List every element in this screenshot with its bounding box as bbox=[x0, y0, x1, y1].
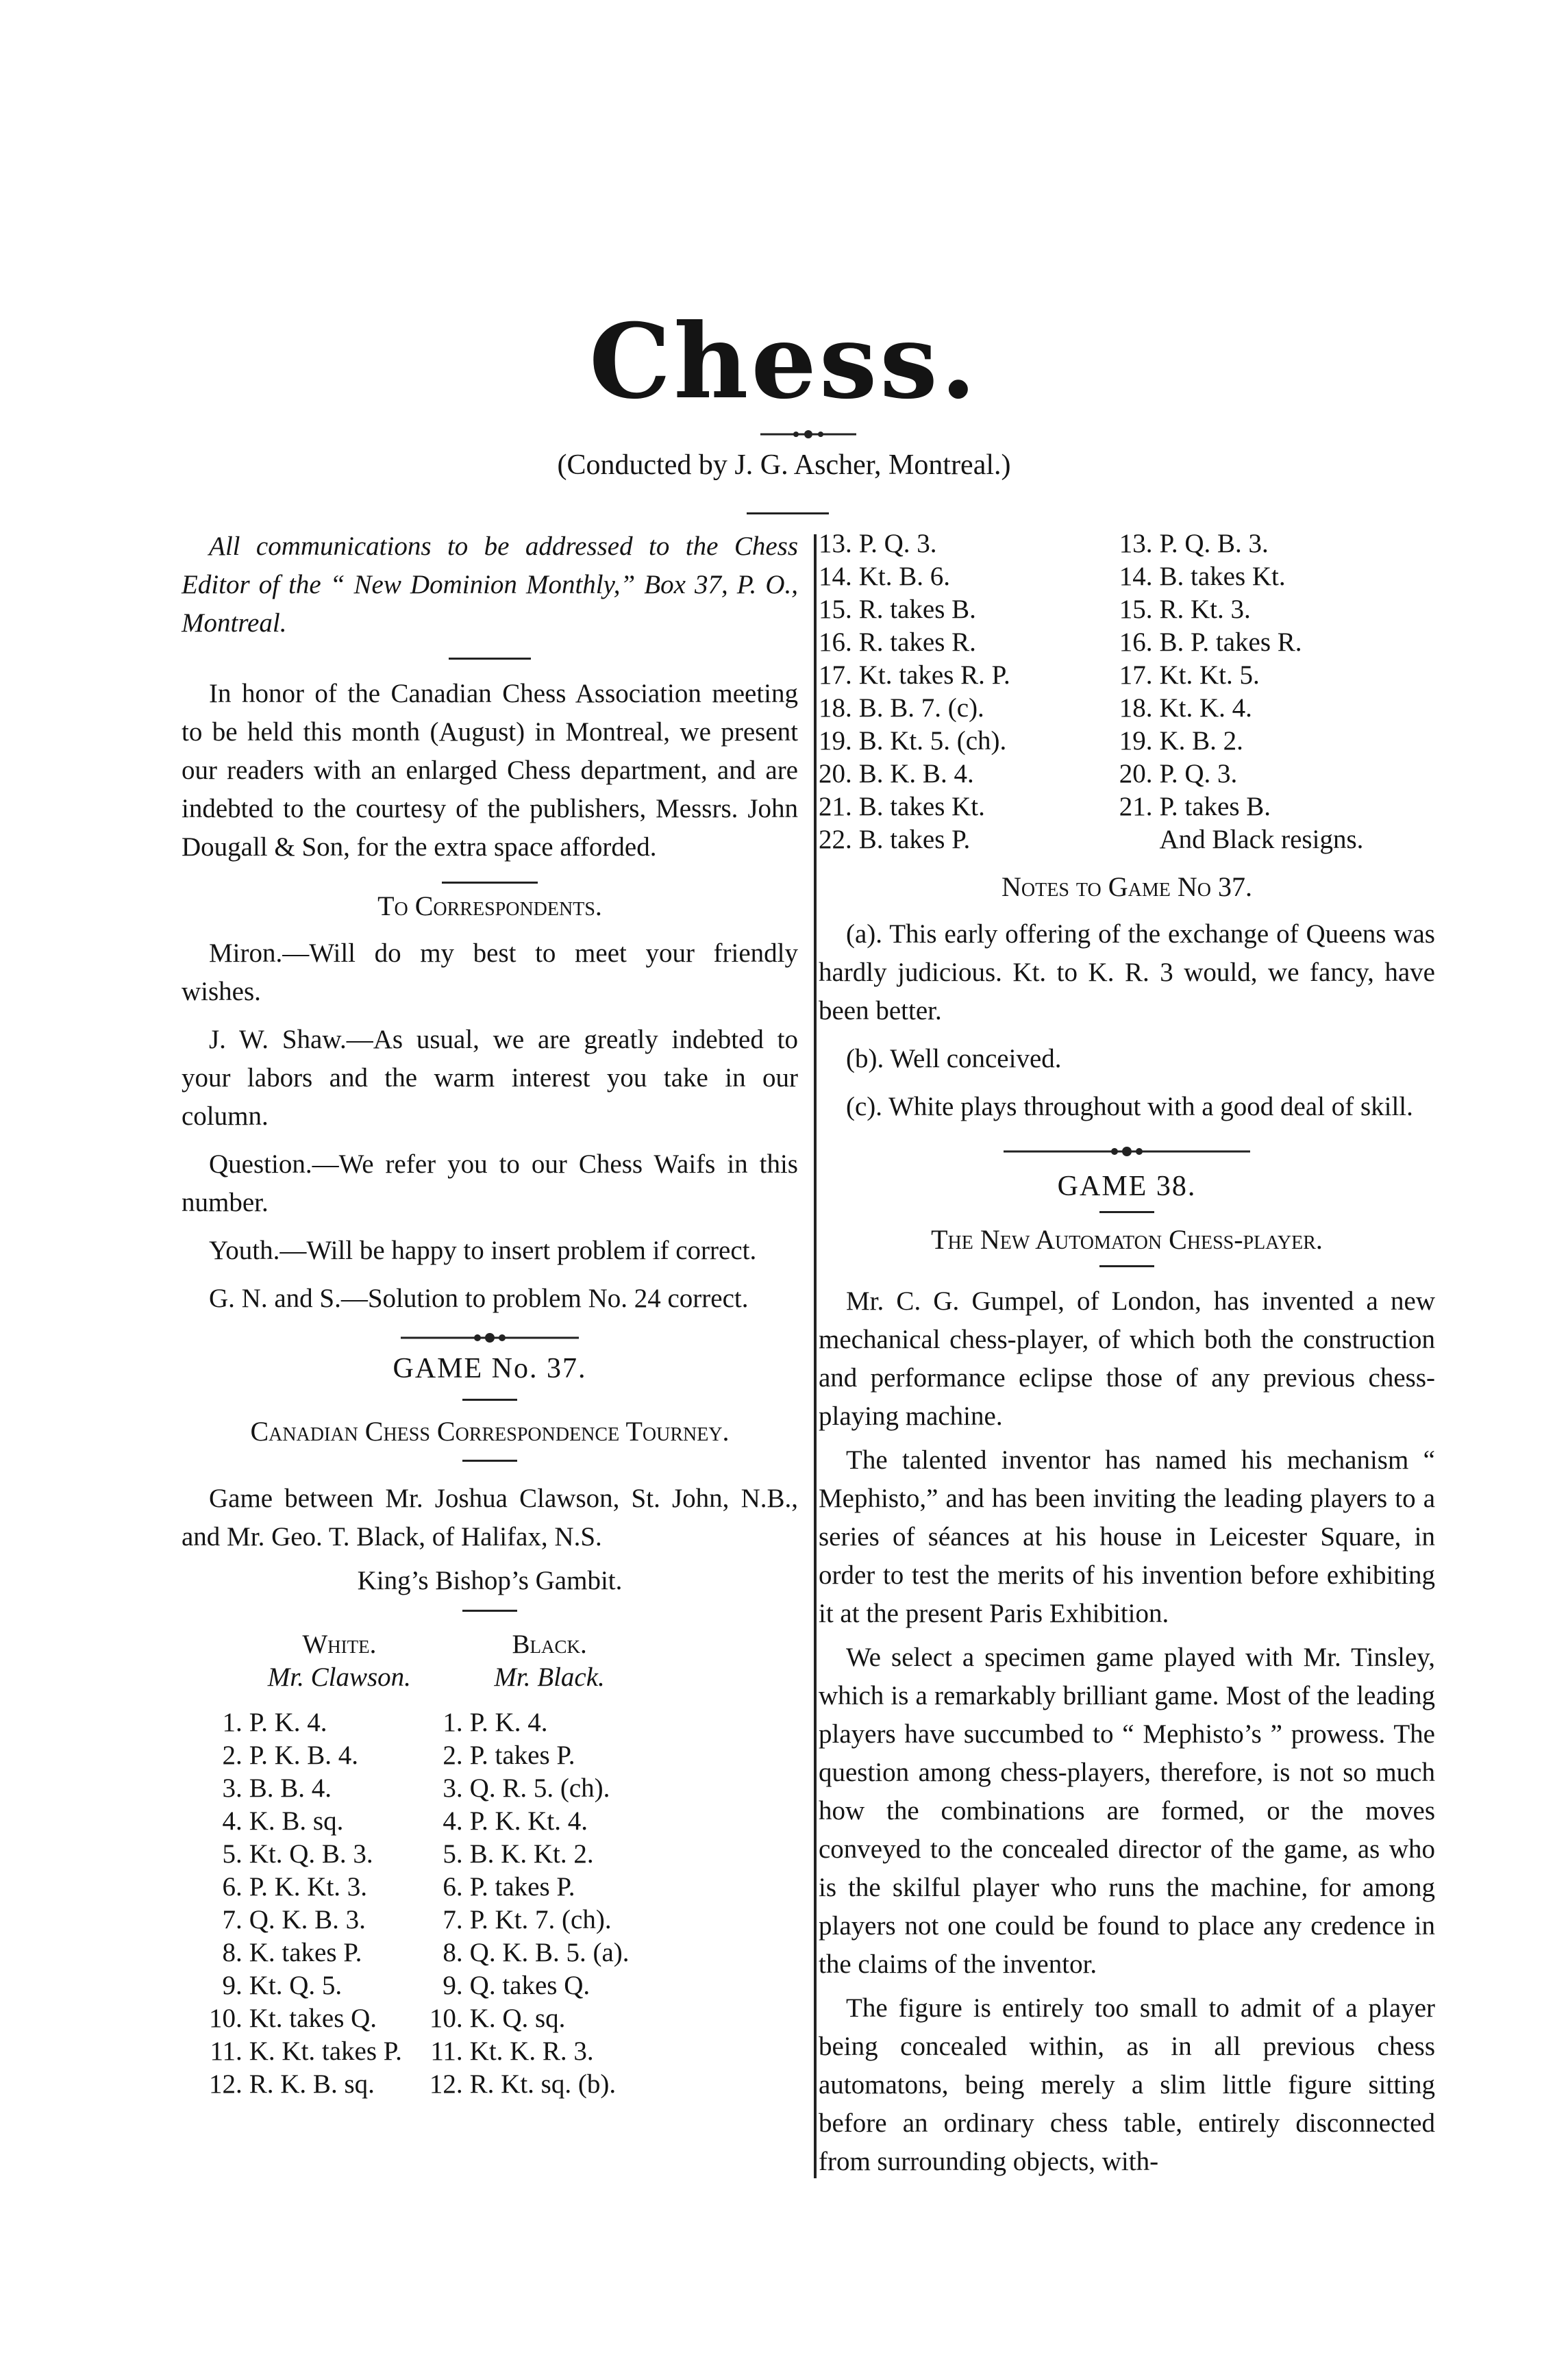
white-move: K. Kt. takes P. bbox=[249, 2036, 402, 2066]
correspondent-note: Question.—We refer you to our Chess Waifs in this number. bbox=[182, 1149, 798, 1217]
honor-paragraph: In honor of the Canadian Chess Association meeting to be held this month (August) in Montreal, we present our readers with an enlarged Chess department, and are indebted to the courtesy of the publishers, Messrs. John Dougall & Son, for the extra space afforded. bbox=[182, 679, 798, 862]
black-move: P. takes P. bbox=[469, 1872, 575, 1902]
move-number: 19. bbox=[1119, 726, 1153, 756]
move-row bbox=[819, 823, 1363, 856]
separator bbox=[1099, 1265, 1154, 1267]
note-a: (a). This early offering of the exchange of Queens was hardly judicious. Kt. to K. R. 3 would, we fancy, have been better. bbox=[819, 919, 1435, 1025]
white-move: B. takes Kt. bbox=[858, 792, 985, 821]
move-row bbox=[819, 758, 1363, 790]
move-number: 18. bbox=[1119, 693, 1153, 723]
white-move: P. K. 4. bbox=[249, 1708, 327, 1737]
move-row bbox=[209, 1904, 630, 1936]
move-row bbox=[209, 1936, 630, 1969]
white-move: P. K. B. 4. bbox=[249, 1741, 359, 1770]
black-move: B. P. takes R. bbox=[1159, 627, 1302, 657]
body-paragraph: We select a specimen game played with Mr. Tinsley, which is a remarkably brilliant game. Most of the leading players have succumbed to “ Mephisto’s ” prowess. The question among chess-players, therefore, is not so much how the combinations are formed, or the moves conveyed to the concealed director of the game, as who is the skilful player who runs the machine, for among players not one could be found to place any credence in the claims of the inventor. bbox=[819, 1643, 1435, 1979]
move-number: 1. bbox=[443, 1708, 463, 1737]
move-row bbox=[209, 2068, 630, 2101]
separator bbox=[462, 1399, 517, 1401]
move-number: 14. bbox=[819, 562, 852, 591]
body-paragraph: The talented inventor has named his mechanism “ Mephisto,” and has been inviting the leading players to a series of séances at his house in Leicester Square, in order to test the merits of his invention before exhibiting it at the present Paris Exhibition. bbox=[819, 1445, 1435, 1628]
white-move: Kt. Q. 5. bbox=[249, 1971, 343, 2000]
header-rule bbox=[747, 512, 829, 514]
white-move: Kt. Q. B. 3. bbox=[249, 1839, 373, 1869]
move-number: 5. bbox=[443, 1839, 463, 1869]
move-number: 13. bbox=[819, 529, 852, 558]
black-move: P. Q. B. 3. bbox=[1159, 529, 1269, 558]
move-number: 12. bbox=[429, 2069, 463, 2099]
black-move: P. K. 4. bbox=[469, 1708, 548, 1737]
move-number: 12. bbox=[209, 2069, 242, 2099]
move-number: 19. bbox=[819, 726, 852, 756]
white-move: B. Kt. 5. (ch). bbox=[858, 726, 1007, 756]
note-c: (c). White plays throughout with a good deal of skill. bbox=[846, 1092, 1413, 1121]
move-number: 15. bbox=[1119, 595, 1153, 624]
move-row bbox=[209, 1871, 630, 1904]
move-number: 21. bbox=[819, 792, 852, 821]
separator bbox=[449, 658, 531, 660]
white-move: P. K. Kt. 3. bbox=[249, 1872, 368, 1902]
black-move: P. K. Kt. 4. bbox=[469, 1806, 588, 1836]
move-number: 20. bbox=[1119, 759, 1153, 788]
move-number: 6. bbox=[222, 1872, 242, 1902]
move-number: 5. bbox=[222, 1839, 242, 1869]
move-number: 11. bbox=[430, 2036, 463, 2066]
white-move: Kt. takes R. P. bbox=[858, 660, 1010, 690]
black-move: P. Q. 3. bbox=[1159, 759, 1238, 788]
move-number: 16. bbox=[819, 627, 852, 657]
white-move: K. takes P. bbox=[249, 1938, 362, 1967]
column-divider bbox=[814, 534, 817, 2178]
black-move: B. K. Kt. 2. bbox=[469, 1839, 594, 1869]
black-move: P. takes B. bbox=[1159, 792, 1271, 821]
move-number: 2. bbox=[222, 1741, 242, 1770]
correspondents-heading: To Correspondents. bbox=[377, 890, 602, 921]
body-paragraph: The figure is entirely too small to admit of a player being concealed within, as in all previous chess automatons, being merely a slim little figure sitting before an ordinary chess table, entirely disconnected from surrounding objects, with- bbox=[819, 1993, 1435, 2176]
move-number: 7. bbox=[222, 1905, 242, 1934]
white-move: K. B. sq. bbox=[249, 1806, 344, 1836]
move-number: 21. bbox=[1119, 792, 1153, 821]
correspondent-note: G. N. and S.—Solution to problem No. 24 correct. bbox=[209, 1284, 749, 1313]
game-between: Game between Mr. Joshua Clawson, St. John, N.B., and Mr. Geo. T. Black, of Halifax, N.S. bbox=[182, 1484, 798, 1552]
white-heading: White. bbox=[302, 1630, 377, 1659]
move-number: 17. bbox=[819, 660, 852, 690]
white-move: R. takes B. bbox=[858, 595, 976, 624]
move-row bbox=[819, 560, 1363, 593]
black-move: R. Kt. sq. (b). bbox=[469, 2069, 617, 2099]
move-number: 9. bbox=[222, 1971, 242, 2000]
move-number: 22. bbox=[819, 825, 852, 854]
move-number: 7. bbox=[443, 1905, 463, 1934]
white-move: B. K. B. 4. bbox=[858, 759, 974, 788]
move-row bbox=[819, 692, 1363, 725]
white-move: B. B. 7. (c). bbox=[858, 693, 984, 723]
move-number: 18. bbox=[819, 693, 852, 723]
move-number: 16. bbox=[1119, 627, 1153, 657]
black-move: Q. takes Q. bbox=[469, 1971, 590, 2000]
move-number: 9. bbox=[443, 1971, 463, 2000]
move-number: 11. bbox=[210, 2036, 242, 2066]
move-row bbox=[209, 1739, 630, 1772]
white-move: B. B. 4. bbox=[249, 1773, 332, 1803]
move-row bbox=[819, 593, 1363, 626]
separator bbox=[442, 882, 538, 884]
white-move: R. takes R. bbox=[858, 627, 976, 657]
black-move: P. takes P. bbox=[469, 1741, 575, 1770]
white-move: Kt. B. 6. bbox=[858, 562, 951, 591]
game-37-title: GAME No. 37. bbox=[393, 1353, 587, 1384]
note-b: (b). Well conceived. bbox=[846, 1044, 1062, 1073]
black-heading: Black. bbox=[512, 1630, 587, 1659]
move-number: 10. bbox=[429, 2004, 463, 2033]
white-move: R. K. B. sq. bbox=[249, 2069, 375, 2099]
black-move: Kt. Kt. 5. bbox=[1159, 660, 1260, 690]
move-number: 3. bbox=[222, 1773, 242, 1803]
move-row bbox=[819, 527, 1363, 560]
black-move: P. Kt. 7. (ch). bbox=[469, 1905, 612, 1934]
white-move: Kt. takes Q. bbox=[249, 2004, 377, 2033]
correspondent-note: J. W. Shaw.—As usual, we are greatly indebted to your labors and the warm interest you take in our column. bbox=[182, 1025, 798, 1131]
correspondent-note: Miron.—Will do my best to meet your friendly wishes. bbox=[182, 938, 798, 1006]
black-move: R. Kt. 3. bbox=[1159, 595, 1251, 624]
move-row bbox=[209, 2035, 630, 2068]
notes-heading: Notes to Game No 37. bbox=[1001, 871, 1252, 902]
move-number: 17. bbox=[1119, 660, 1153, 690]
move-number: 2. bbox=[443, 1741, 463, 1770]
black-move: Q. R. 5. (ch). bbox=[469, 1773, 610, 1803]
white-player: Mr. Clawson. bbox=[267, 1662, 411, 1692]
body-paragraph: Mr. C. G. Gumpel, of London, has invented a new mechanical chess-player, of which both the construction and performance eclipse those of any previous chess-playing machine. bbox=[819, 1286, 1435, 1431]
move-number: 6. bbox=[443, 1872, 463, 1902]
game-37-moves-table bbox=[209, 1628, 630, 2101]
conducted-by-line: (Conducted by J. G. Ascher, Montreal.) bbox=[557, 449, 1011, 481]
move-row bbox=[819, 790, 1363, 823]
move-number: 8. bbox=[222, 1938, 242, 1967]
move-number: 20. bbox=[819, 759, 852, 788]
correspondent-note: Youth.—Will be happy to insert problem if correct. bbox=[209, 1236, 757, 1265]
black-move: Kt. K. R. 3. bbox=[469, 2036, 594, 2066]
move-row bbox=[209, 1772, 630, 1805]
separator bbox=[462, 1610, 517, 1612]
separator bbox=[1099, 1211, 1154, 1213]
black-move: Q. K. B. 5. (a). bbox=[469, 1938, 630, 1967]
game-37-moves-continued bbox=[819, 527, 1363, 856]
black-move: B. takes Kt. bbox=[1159, 562, 1286, 591]
move-row bbox=[209, 2002, 630, 2035]
move-row bbox=[819, 725, 1363, 758]
right-column bbox=[819, 527, 1435, 2181]
move-number: 15. bbox=[819, 595, 852, 624]
move-number: 14. bbox=[1119, 562, 1153, 591]
move-row bbox=[209, 1706, 630, 1739]
black-move: K. B. 2. bbox=[1159, 726, 1243, 756]
move-row bbox=[819, 659, 1363, 692]
left-column bbox=[182, 527, 798, 2101]
move-number: 10. bbox=[209, 2004, 242, 2033]
tourney-heading: Canadian Chess Correspondence Tourney. bbox=[250, 1416, 730, 1447]
move-number: 4. bbox=[443, 1806, 463, 1836]
separator bbox=[462, 1460, 517, 1462]
opening-name: King’s Bishop’s Gambit. bbox=[357, 1566, 623, 1595]
white-move: P. Q. 3. bbox=[858, 529, 937, 558]
title-ornament bbox=[760, 429, 856, 439]
move-row bbox=[209, 1969, 630, 2002]
move-row bbox=[209, 1805, 630, 1838]
ornament-rule bbox=[401, 1328, 579, 1348]
page-title: Chess. bbox=[589, 301, 979, 422]
white-move: Q. K. B. 3. bbox=[249, 1905, 366, 1934]
automaton-heading: The New Automaton Chess-player. bbox=[931, 1224, 1323, 1255]
black-move: Kt. K. 4. bbox=[1159, 693, 1252, 723]
move-number: 8. bbox=[443, 1938, 463, 1967]
black-move: K. Q. sq. bbox=[469, 2004, 566, 2033]
communications-notice: All communications to be addressed to the Chess Editor of the “ New Dominion Monthly,” Box 37, P. O., Montreal. bbox=[182, 532, 798, 638]
move-number: 13. bbox=[1119, 529, 1153, 558]
move-number: 4. bbox=[222, 1806, 242, 1836]
ornament-rule bbox=[1004, 1141, 1250, 1162]
move-number: 1. bbox=[222, 1708, 242, 1737]
black-resigns: And Black resigns. bbox=[1159, 825, 1364, 854]
black-player: Mr. Black. bbox=[494, 1662, 605, 1692]
move-row bbox=[819, 626, 1363, 659]
game-38-title: GAME 38. bbox=[1057, 1171, 1197, 1202]
white-move: B. takes P. bbox=[858, 825, 971, 854]
move-row bbox=[209, 1838, 630, 1871]
move-number: 3. bbox=[443, 1773, 463, 1803]
